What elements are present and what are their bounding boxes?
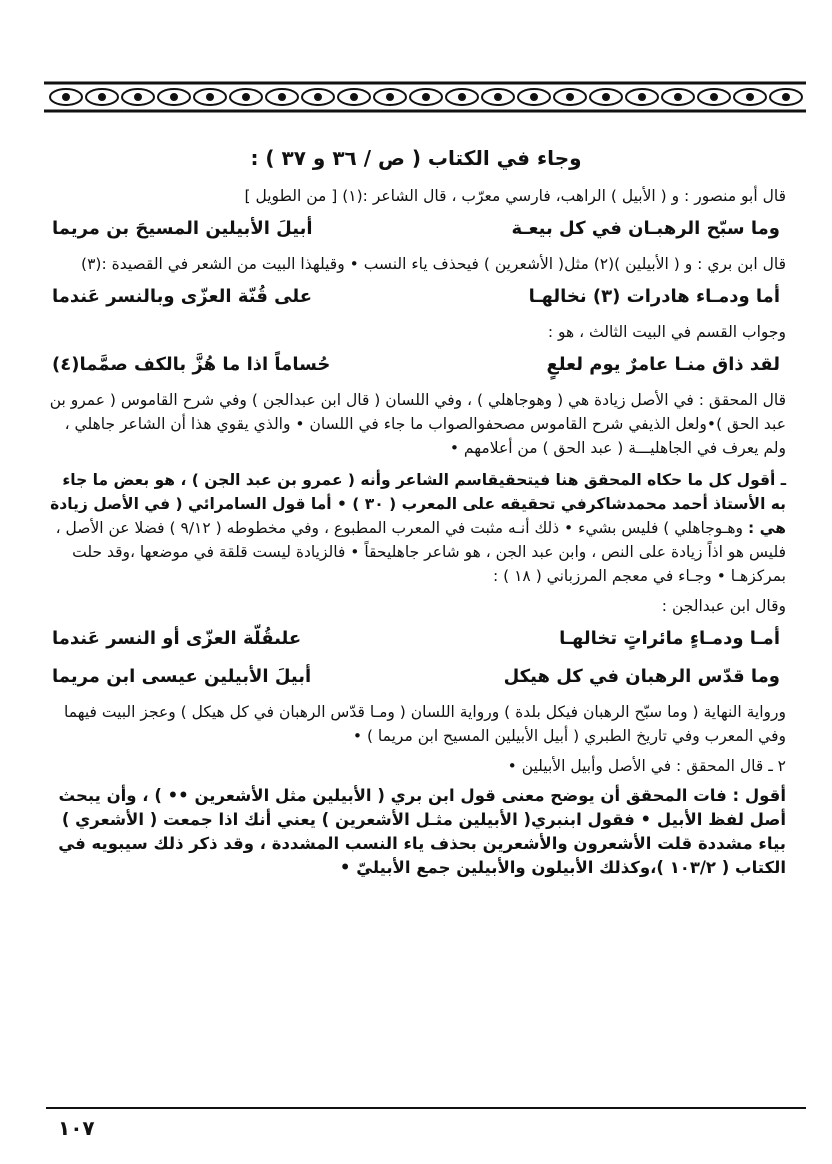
ornament-dot: [639, 94, 645, 100]
ornament-dot: [315, 94, 321, 100]
ornament-dot: [675, 94, 681, 100]
ornament-dot: [783, 94, 789, 100]
verse-1-second-hemistich: أبيلَ الأبيلين المسيحَ بن مريما: [52, 218, 313, 239]
paragraph-ibn-abduljinn: وقال ابن عبدالجن :: [661, 597, 786, 615]
paragraph-editor-note-1: [46, 388, 786, 460]
page-number: ١٠٧: [58, 1116, 95, 1140]
ornament-dot: [207, 94, 213, 100]
editor-note-1-text: قال المحقق : في الأصل زيادة هي ( وهوجاهلي ) ، وفي اللسان ( قال ابن عبدالجن ) وفي شرح القاموس ( عمرو بن عبد الحق )•ولعل الذيفي شرح القاموس مصحفوالصواب ما جاء في اللسان • والذي يقوي هذا أن الشاعر جاهلي ، ولم يعرف في الجاهليـــة ( عبد الحق ) من أعلامهم •: [49, 391, 786, 457]
ornament-dot: [567, 94, 573, 100]
paragraph-commentary-1: [46, 468, 786, 588]
ornament-dot: [279, 94, 285, 100]
verse-3: [46, 350, 786, 380]
verse-5-second-hemistich: أبيلَ الأبيلين عيسى ابن مريما: [52, 666, 312, 687]
verse-3-second-hemistich: حُساماً اذا ما هُزَّ بالكف صمَّما(٤): [52, 354, 331, 375]
footer-rule: [46, 1107, 806, 1109]
page-body: [46, 140, 786, 886]
ornament-dot: [603, 94, 609, 100]
ornament-dot: [63, 94, 69, 100]
ornament-dot: [495, 94, 501, 100]
ornament-dot: [243, 94, 249, 100]
verse-3-first-hemistich: لقد ذاق منـا عامرٌ يوم لعلعٍ: [546, 354, 780, 375]
ornament-dot: [423, 94, 429, 100]
verse-2: [46, 282, 786, 312]
ornament-dot: [351, 94, 357, 100]
ornament-dot: [711, 94, 717, 100]
paragraph-abu-mansur: قال أبو منصور : و ( الأبيل ) الراهب، فارسي معرّب ، قال الشاعر :(١) [ من الطويل ]: [244, 187, 786, 205]
paragraph-editor-note-2: ٢ ـ قال المحقق : في الأصل وأبيل الأبيلين •: [507, 757, 786, 775]
verse-5-first-hemistich: وما قدّس الرهبان في كل هيكل: [503, 666, 780, 687]
ornament-dot: [387, 94, 393, 100]
paragraph-oath-answer: وجواب القسم في البيت الثالث ، هو :: [547, 323, 786, 341]
paragraph-narrations: ورواية النهاية ( وما سبّح الرهبان فيكل بلدة ) ورواية اللسان ( ومـا قدّس الرهبان في كل هيكل ) وعجز البيت فيهما وفي المعرب وفي تاريخ الطبري ( أبيل الأبيلين المسيح ابن مريما ) •: [64, 703, 786, 745]
commentary-1-bold: ـ أقول كل ما حكاه المحقق هنا فيتحقيقاسم الشاعر وأنه ( عمرو بن عبد الجن ) ، هو بعض ما جاء به الأستاذ أحمد محمدشاكرفي تحقيقه على المعرب ( ٣٠ ) • أما قول السامرائي ( في الأصل زيادة هي :: [50, 471, 786, 537]
verse-5: [46, 662, 786, 692]
ornament-dot: [99, 94, 105, 100]
paragraph-commentary-2: أقول : فات المحقق أن يوضح معنى قول ابن بري ( الأبيلين مثل الأشعرين •• ) ، وأن يبحث أصل لفظ الأبيل • فقول ابنبري( الأبيلين مثـل الأشعرين ) يعني أنك اذا جمعت ( الأشعري ) بياء مشددة قلت الأشعرون والأشعرين بحذف ياء النسب المشددة ، وقد ذكر ذلك سيبويه في الكتاب ( ١٠٣/٢ )،وكذلك الأبيلون والأبيلين جمع الأبيليّ •: [58, 786, 786, 877]
verse-1-first-hemistich: وما سبّح الرهبـان في كل بيعـة: [511, 218, 780, 239]
ornament-dot: [459, 94, 465, 100]
paragraph-ibn-barri: قال ابن بري : و ( الأبيلين )(٢) مثل( الأشعرين ) فيحذف ياء النسب • وقيلهذا البيت من الشعر في القصيدة :(٣): [81, 255, 786, 273]
verse-4-first-hemistich: أمـا ودمـاءٍ مائراتٍ تخالهـا: [559, 628, 780, 649]
verse-4-second-hemistich: علىقُلّة العزّى أو النسر عَندما: [52, 628, 302, 649]
ornament-dot: [531, 94, 537, 100]
ornament-dot: [747, 94, 753, 100]
decorative-border-ornament: [44, 80, 806, 114]
verse-2-second-hemistich: على قُنّة العزّى وبالنسر عَندما: [52, 286, 313, 307]
ornament-dot: [171, 94, 177, 100]
verse-1: [46, 214, 786, 244]
commentary-1-regular: وهـوجاهلي ) فليس بشيء • ذلك أنـه مثبت في المعرب المطبوع ، وفي مخطوطه ( ٩/١٢ ) فضلا عن الأصل ، فليس هو اذاً زيادة على النص ، وابن عبد الجن ، هو شاعر جاهليحقاً • فالزيادة ليست قلقة في موضعها ،وقد حلت بمركزهـا • وجـاء في معجم المرزباني ( ١٨ ) :: [55, 519, 786, 585]
section-heading: وجاء في الكتاب ( ص / ٣٦ و ٣٧ ) :: [250, 146, 582, 170]
verse-2-first-hemistich: أما ودمـاء هادرات (٣) نخالهـا: [528, 286, 780, 307]
ornament-dot: [135, 94, 141, 100]
verse-4: [46, 624, 786, 654]
